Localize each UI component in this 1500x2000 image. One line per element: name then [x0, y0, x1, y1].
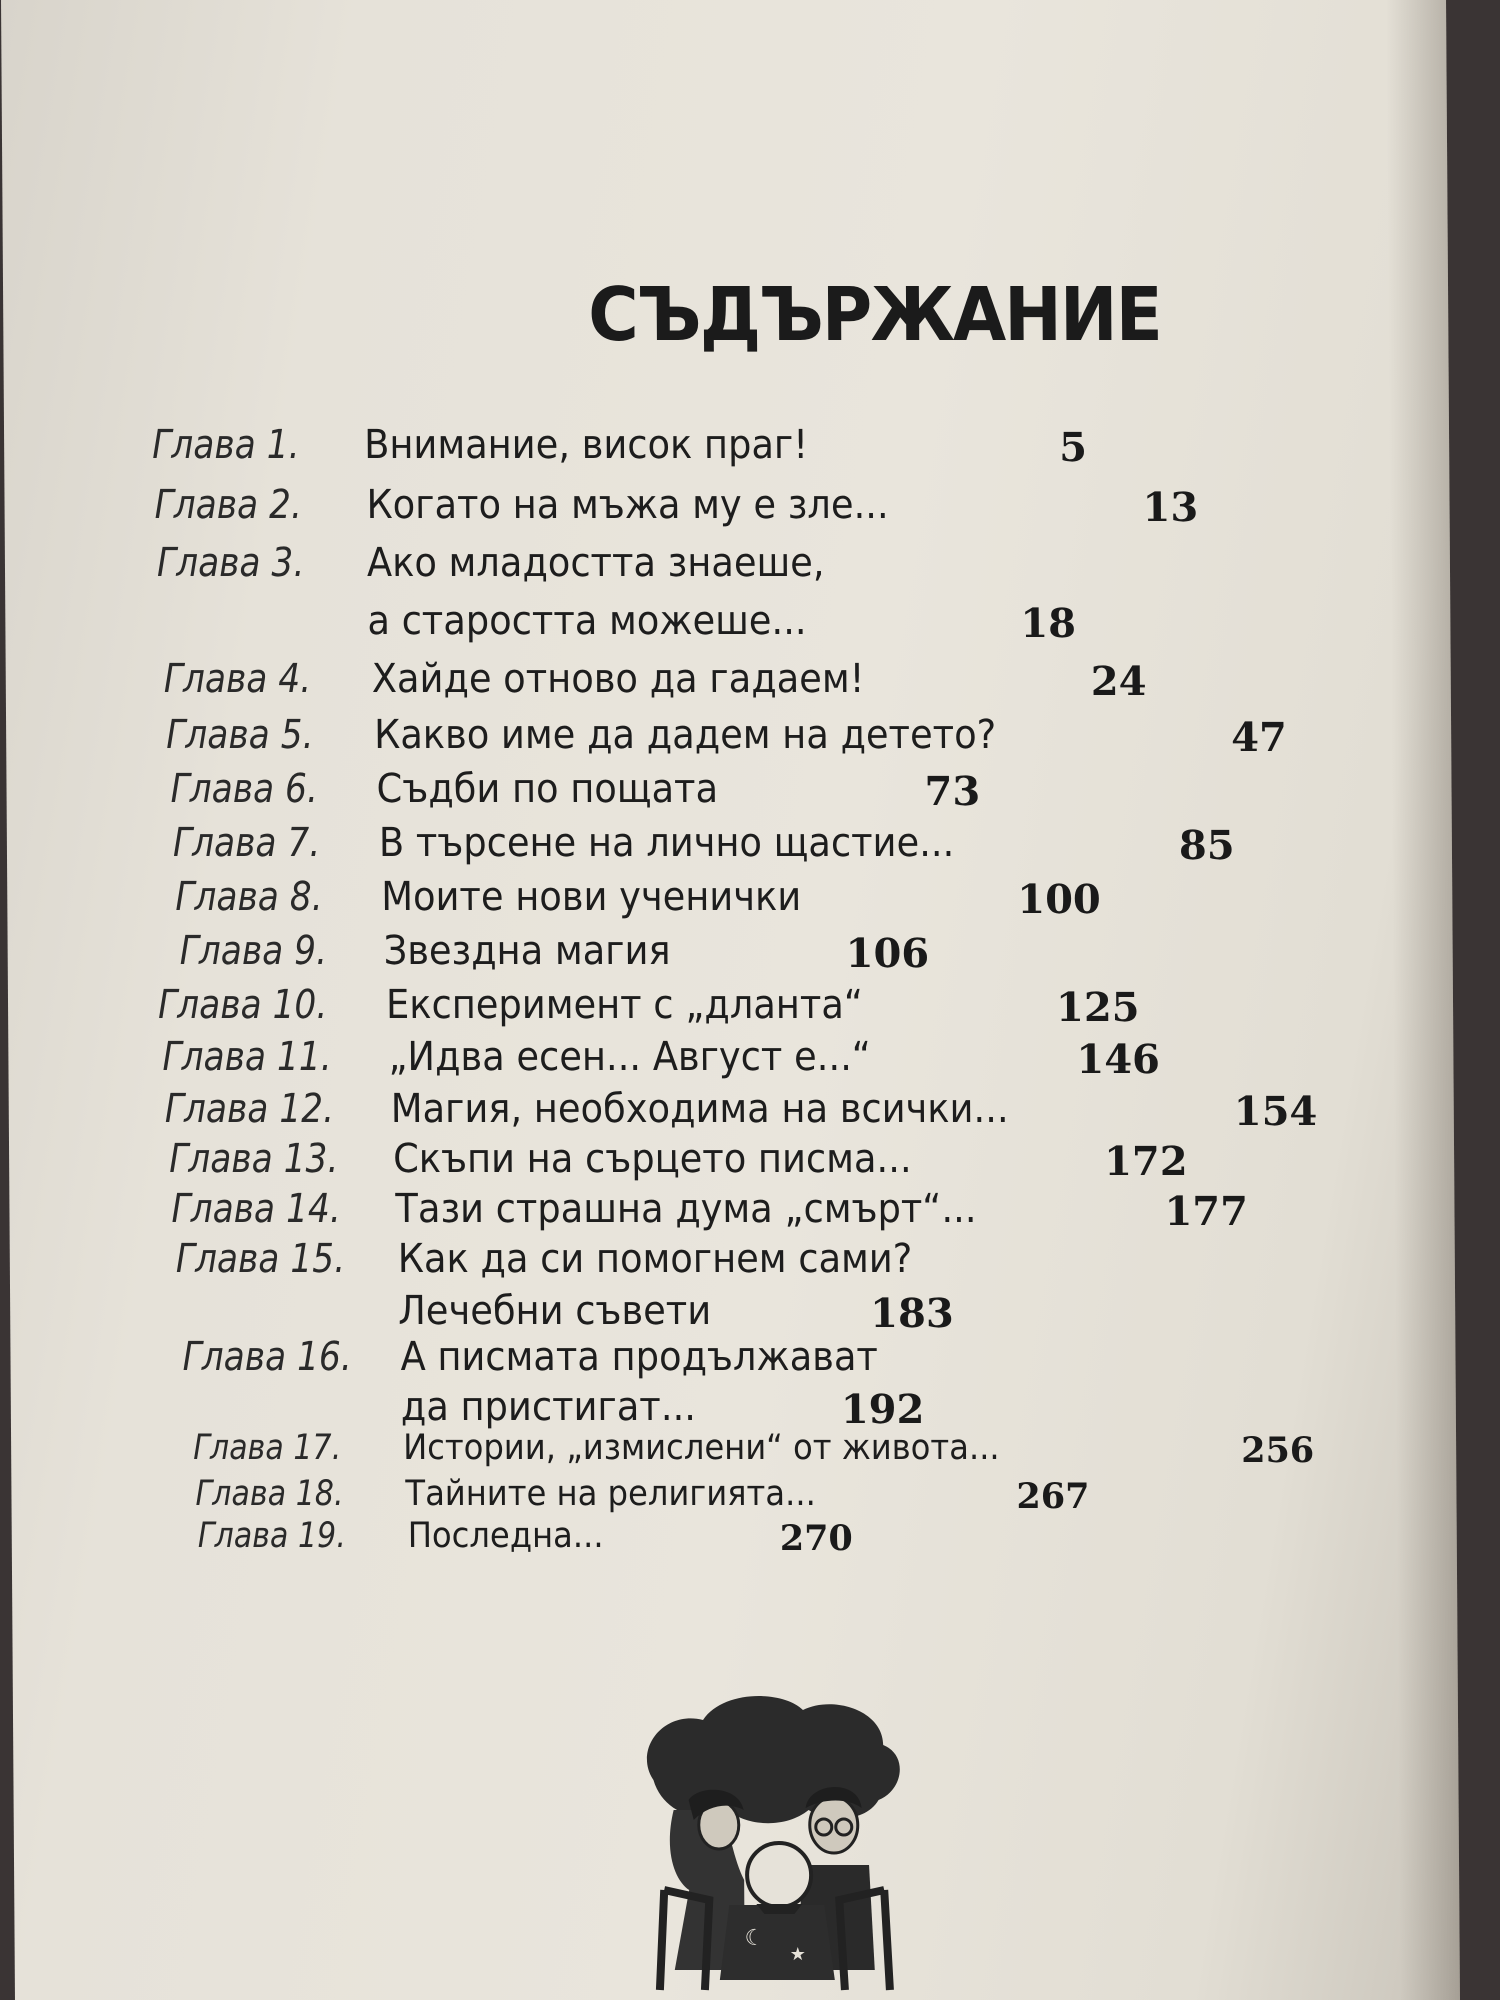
chapter-number: Глава 4.	[163, 656, 312, 702]
page-title: СЪДЪРЖАНИЕ	[587, 272, 1162, 358]
page-number: 177	[1164, 1188, 1249, 1235]
page-number: 192	[840, 1386, 925, 1433]
page-number: 172	[1103, 1138, 1188, 1185]
page-number: 100	[1017, 876, 1101, 923]
chapter-title: да пристигат...	[400, 1384, 697, 1430]
chapter-number: Глава 7.	[172, 820, 321, 866]
chapter-title: а старостта можеше...	[367, 598, 807, 644]
page-number: 73	[924, 768, 981, 815]
chapter-number: Глава 19.	[197, 1516, 346, 1556]
chapter-title: Тази страшна дума „смърт“...	[395, 1186, 977, 1232]
chapter-title: Моите нови ученички	[381, 874, 802, 920]
chapter-title: Ако младостта знаеше,	[366, 540, 825, 586]
crystal-ball	[747, 1843, 811, 1907]
chapter-title: Магия, необходима на всички...	[390, 1086, 1009, 1132]
page-number: 154	[1233, 1088, 1318, 1135]
page-number: 18	[1020, 600, 1077, 647]
chapter-number: Глава 16.	[182, 1334, 352, 1380]
chapter-title: Как да си помогнем сами?	[397, 1236, 913, 1282]
chapter-title: Тайните на религията...	[405, 1474, 816, 1514]
page-number: 5	[1058, 424, 1088, 471]
table	[719, 1905, 835, 1980]
chapter-title: Експеримент с „дланта“	[385, 982, 864, 1028]
page-number: 13	[1142, 484, 1199, 531]
moon-symbol: ☾	[744, 1926, 765, 1951]
chapter-number: Глава 8.	[175, 874, 323, 920]
chapter-title: Истории, „измислени“ от живота...	[402, 1428, 1000, 1468]
chapter-number: Глава 10.	[157, 982, 328, 1028]
book-page	[1, 0, 1460, 2000]
chapter-title: Хайде отново да гадаем!	[371, 656, 865, 702]
chapter-number: Глава 18.	[195, 1474, 344, 1514]
page-number: 146	[1076, 1036, 1161, 1083]
page-number: 267	[1016, 1476, 1090, 1517]
chapter-number: Глава 1.	[151, 422, 300, 468]
page-shadow	[1386, 0, 1460, 2000]
fortune-teller-illustration	[633, 1690, 915, 2000]
chapter-number: Глава 14.	[171, 1186, 341, 1232]
page-number: 125	[1055, 984, 1140, 1031]
chapter-title: Звездна магия	[383, 928, 671, 974]
chapter-number: Глава 2.	[154, 482, 303, 528]
chapter-number: Глава 11.	[162, 1034, 332, 1080]
chapter-number: Глава 17.	[192, 1428, 342, 1468]
chapter-number: Глава 6.	[170, 766, 319, 812]
chapter-title: Скъпи на сърцето писма...	[392, 1136, 912, 1182]
page-number: 270	[779, 1518, 853, 1559]
chapter-title: Внимание, висок праг!	[363, 422, 809, 468]
page-number: 256	[1241, 1430, 1315, 1471]
chapter-title: Когато на мъжа му е зле...	[366, 482, 889, 528]
chapter-title: Последна...	[407, 1516, 604, 1556]
chapter-number: Глава 5.	[165, 712, 314, 758]
chapter-title: „Идва есен... Август е...“	[388, 1034, 872, 1080]
chapter-title: Какво име да дадем на детето?	[373, 712, 997, 758]
page-number: 85	[1178, 822, 1235, 869]
star-symbol: ★	[789, 1944, 806, 1965]
chapter-title: Съдби по пощата	[376, 766, 719, 812]
chapter-number: Глава 9.	[179, 928, 328, 974]
page-number: 47	[1231, 714, 1288, 761]
chapter-number: Глава 12.	[164, 1086, 335, 1132]
chapter-number: Глава 13.	[168, 1136, 339, 1182]
crystal-ball-stand	[756, 1904, 802, 1914]
page-number: 183	[870, 1290, 954, 1337]
chapter-title: Лечебни съвети	[398, 1288, 712, 1334]
chapter-title: В търсене на лично щастие...	[378, 820, 955, 866]
smoke-cloud-shape	[646, 1696, 900, 1823]
chapter-number: Глава 3.	[156, 540, 305, 586]
page-number: 24	[1090, 658, 1147, 705]
chapter-number: Глава 15.	[175, 1236, 346, 1282]
page-number: 106	[845, 930, 930, 977]
chapter-title: А писмата продължават	[400, 1334, 879, 1380]
